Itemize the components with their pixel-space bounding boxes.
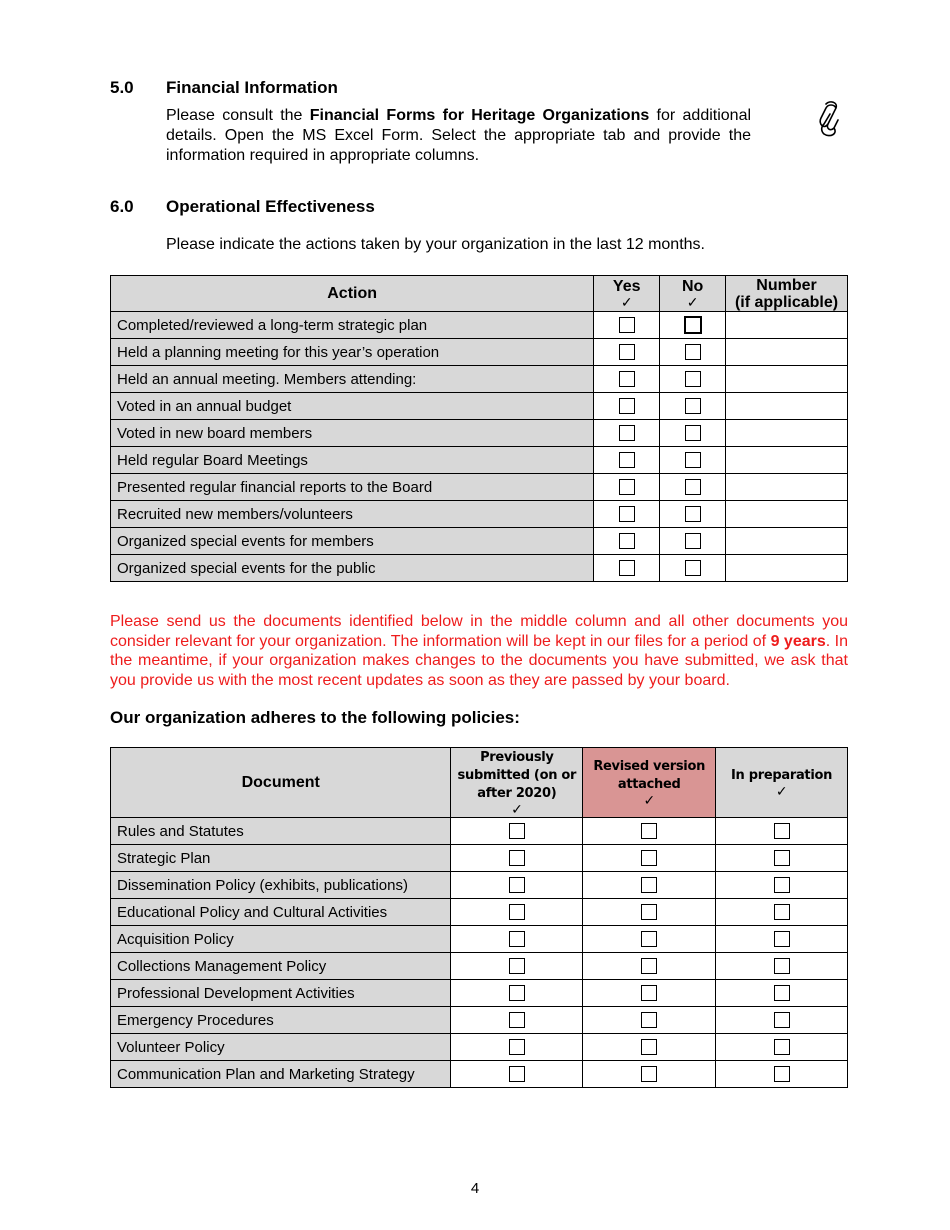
in-preparation-checkbox[interactable] (774, 958, 790, 974)
number-field[interactable] (726, 528, 848, 555)
revised-version-checkbox[interactable] (641, 877, 657, 893)
number-field[interactable] (726, 366, 848, 393)
section-6-number: 6.0 (110, 197, 134, 216)
previously-submitted-checkbox[interactable] (509, 904, 525, 920)
document-label: Educational Policy and Cultural Activities (111, 899, 451, 926)
revised-version-checkbox[interactable] (641, 823, 657, 839)
revised-version-checkbox[interactable] (641, 931, 657, 947)
no-checkbox[interactable] (685, 425, 701, 441)
no-checkbox[interactable] (684, 316, 702, 334)
checkmark-icon: ✓ (686, 294, 699, 310)
table-row (111, 980, 848, 1007)
no-checkbox[interactable] (685, 344, 701, 360)
document-label: Communication Plan and Marketing Strategy (111, 1061, 451, 1088)
number-field[interactable] (726, 312, 848, 339)
in-preparation-checkbox[interactable] (774, 1012, 790, 1028)
revised-version-checkbox[interactable] (641, 1066, 657, 1082)
actions-table-header (111, 276, 848, 312)
yes-column-header: Yes ✓ (594, 276, 660, 312)
yes-checkbox[interactable] (619, 506, 635, 522)
section-6-intro: Please indicate the actions taken by your organization in the last 12 months. (166, 236, 705, 253)
action-label: Held an annual meeting. Members attending: (111, 366, 594, 393)
revised-version-checkbox[interactable] (641, 985, 657, 1001)
document-label: Emergency Procedures (111, 1007, 451, 1034)
action-column-header: Action (111, 276, 594, 312)
revised-version-column-header: Revised version attached ✓ (583, 748, 716, 818)
no-checkbox[interactable] (685, 398, 701, 414)
previously-submitted-column-header: Previously submitted (on or after 2020) ✓ (451, 748, 583, 818)
table-row (111, 899, 848, 926)
revised-version-checkbox[interactable] (641, 958, 657, 974)
no-checkbox[interactable] (685, 506, 701, 522)
checkmark-icon: ✓ (511, 801, 523, 818)
no-column-header: No ✓ (660, 276, 726, 312)
yes-checkbox[interactable] (619, 560, 635, 576)
checkmark-icon: ✓ (643, 792, 655, 809)
previously-submitted-checkbox[interactable] (509, 1066, 525, 1082)
policies-table-header (111, 748, 848, 818)
notice-text-before: Please send us the documents identified below in the middle column and all other documents you consider relevant for your organization. The information will be kept in our files for a period of (110, 613, 848, 650)
section-5-text-before: Please consult the (166, 107, 310, 124)
page-number: 4 (470, 1180, 480, 1197)
in-preparation-checkbox[interactable] (774, 877, 790, 893)
number-field[interactable] (726, 501, 848, 528)
table-row (111, 1061, 848, 1088)
no-checkbox[interactable] (685, 371, 701, 387)
previously-submitted-checkbox[interactable] (509, 931, 525, 947)
revised-version-checkbox[interactable] (641, 850, 657, 866)
table-row (111, 555, 848, 582)
document-label: Volunteer Policy (111, 1034, 451, 1061)
action-label: Held a planning meeting for this year’s operation (111, 339, 594, 366)
number-field[interactable] (726, 447, 848, 474)
no-checkbox[interactable] (685, 533, 701, 549)
table-row (111, 845, 848, 872)
document-label: Rules and Statutes (111, 818, 451, 845)
previously-submitted-checkbox[interactable] (509, 1039, 525, 1055)
revised-version-checkbox[interactable] (641, 1039, 657, 1055)
table-row (111, 447, 848, 474)
section-6-title: Operational Effectiveness (166, 197, 375, 216)
yes-checkbox[interactable] (619, 533, 635, 549)
table-row (111, 1007, 848, 1034)
no-checkbox[interactable] (685, 560, 701, 576)
number-field[interactable] (726, 474, 848, 501)
policies-table (110, 747, 848, 1088)
yes-checkbox[interactable] (619, 479, 635, 495)
yes-checkbox[interactable] (619, 344, 635, 360)
number-field[interactable] (726, 420, 848, 447)
in-preparation-checkbox[interactable] (774, 904, 790, 920)
section-5-paragraph (166, 106, 751, 166)
action-label: Presented regular financial reports to the Board (111, 474, 594, 501)
action-label: Held regular Board Meetings (111, 447, 594, 474)
documents-notice (110, 612, 848, 690)
table-row (111, 953, 848, 980)
action-label: Voted in new board members (111, 420, 594, 447)
previously-submitted-checkbox[interactable] (509, 877, 525, 893)
retention-period: 9 years (770, 632, 826, 650)
in-preparation-checkbox[interactable] (774, 1039, 790, 1055)
previously-submitted-checkbox[interactable] (509, 850, 525, 866)
in-preparation-column-header: In preparation ✓ (716, 748, 848, 818)
section-5-title: Financial Information (166, 78, 338, 97)
yes-checkbox[interactable] (619, 425, 635, 441)
no-checkbox[interactable] (685, 452, 701, 468)
yes-checkbox[interactable] (619, 317, 635, 333)
table-row (111, 528, 848, 555)
no-checkbox[interactable] (685, 479, 701, 495)
document-label: Collections Management Policy (111, 953, 451, 980)
table-row (111, 872, 848, 899)
section-5-number: 5.0 (110, 78, 134, 97)
revised-version-checkbox[interactable] (641, 904, 657, 920)
document-label: Dissemination Policy (exhibits, publications) (111, 872, 451, 899)
policies-heading: Our organization adheres to the following policies: (110, 708, 520, 727)
previously-submitted-checkbox[interactable] (509, 958, 525, 974)
yes-checkbox[interactable] (619, 398, 635, 414)
table-row (111, 501, 848, 528)
table-row (111, 366, 848, 393)
checkmark-icon: ✓ (620, 294, 633, 310)
action-label: Completed/reviewed a long-term strategic plan (111, 312, 594, 339)
in-preparation-checkbox[interactable] (774, 1066, 790, 1082)
yes-checkbox[interactable] (619, 452, 635, 468)
number-field[interactable] (726, 555, 848, 582)
document-label: Strategic Plan (111, 845, 451, 872)
previously-submitted-checkbox[interactable] (509, 823, 525, 839)
action-label: Organized special events for members (111, 528, 594, 555)
paperclip-icon (818, 100, 842, 138)
notice-text-after: . In the meantime, if your organization makes changes to the documents you have submitted, we ask that you provide us with the most recent updates as soon as they are passed by your board. (110, 632, 848, 689)
previously-submitted-checkbox[interactable] (509, 1012, 525, 1028)
number-field[interactable] (726, 393, 848, 420)
previously-submitted-checkbox[interactable] (509, 985, 525, 1001)
actions-table (110, 275, 848, 582)
table-row (111, 474, 848, 501)
revised-version-checkbox[interactable] (641, 1012, 657, 1028)
in-preparation-checkbox[interactable] (774, 823, 790, 839)
document-label: Acquisition Policy (111, 926, 451, 953)
number-column-header: Number (if applicable) (726, 276, 848, 312)
table-row (111, 339, 848, 366)
in-preparation-checkbox[interactable] (774, 850, 790, 866)
table-row (111, 1034, 848, 1061)
table-row (111, 420, 848, 447)
action-label: Recruited new members/volunteers (111, 501, 594, 528)
yes-checkbox[interactable] (619, 371, 635, 387)
in-preparation-checkbox[interactable] (774, 985, 790, 1001)
document-label: Professional Development Activities (111, 980, 451, 1007)
document-column-header: Document (111, 748, 451, 818)
section-5-text-after: for additional details. Open the MS Excel Form. Select the appropriate tab and provide the information required in appropriate columns. (166, 107, 752, 164)
table-row (111, 926, 848, 953)
in-preparation-checkbox[interactable] (774, 931, 790, 947)
table-row (111, 312, 848, 339)
number-field[interactable] (726, 339, 848, 366)
action-label: Organized special events for the public (111, 555, 594, 582)
financial-forms-title: Financial Forms for Heritage Organizations (309, 107, 650, 124)
action-label: Voted in an annual budget (111, 393, 594, 420)
table-row (111, 393, 848, 420)
checkmark-icon: ✓ (775, 783, 788, 800)
table-row (111, 818, 848, 845)
